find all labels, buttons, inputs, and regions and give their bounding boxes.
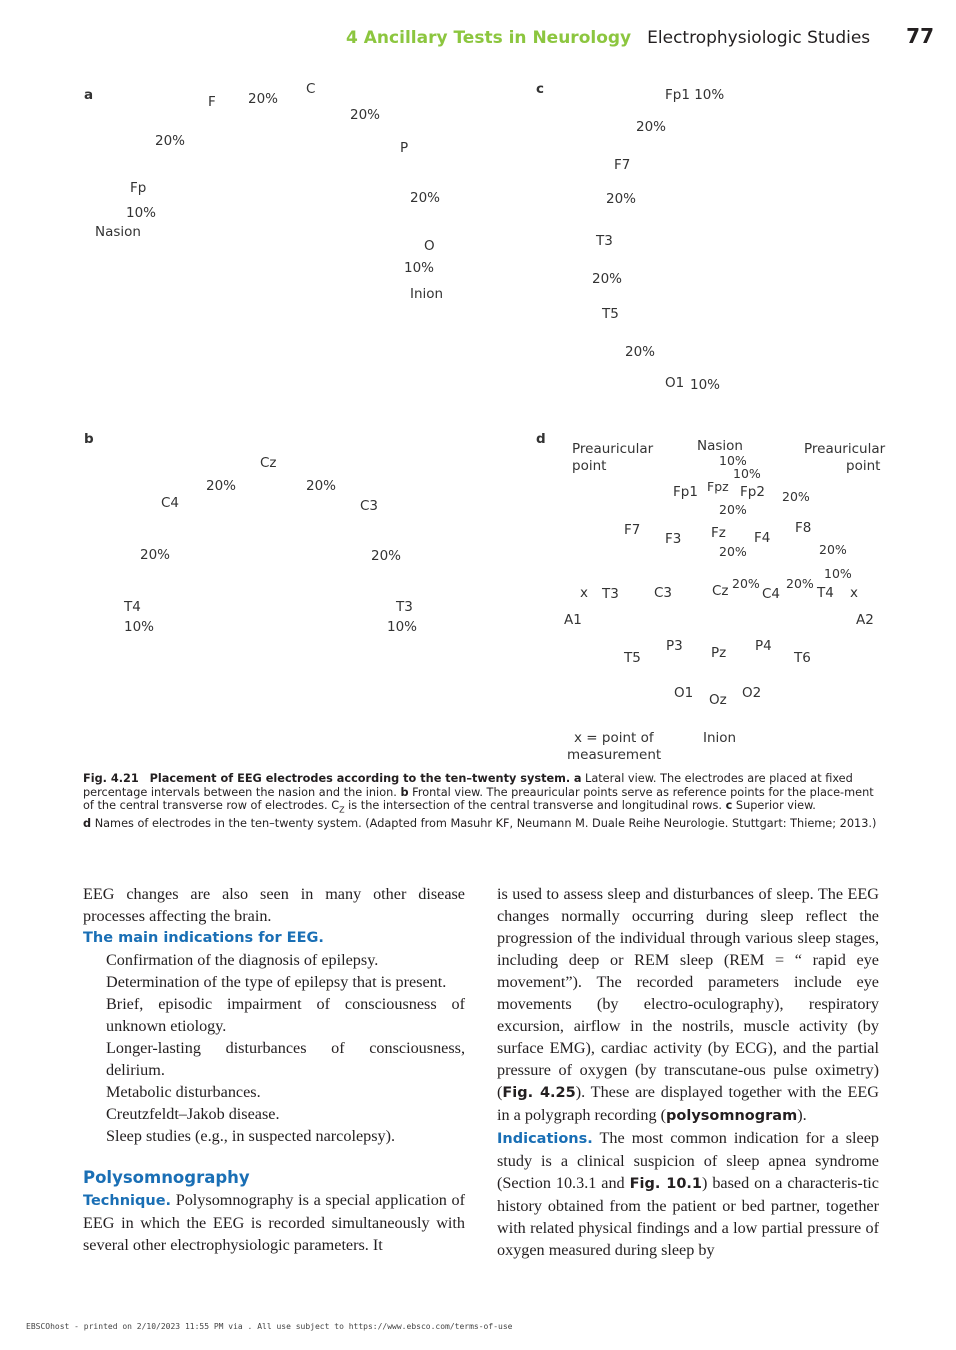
interval-label: 20% [350,107,381,123]
interval-label: 20% [719,544,747,559]
interval-label: 20% [606,191,637,207]
figure-panel-a [0,0,956,420]
electrode-label: Pz [711,645,727,661]
figure-caption [83,772,883,831]
landmark-label: Nasion [95,224,141,240]
electrode-label: C4 [161,495,180,511]
indication-item: Longer-lasting disturbances of consciousness, delirium. [106,1039,465,1079]
electrode-label: T4 [124,599,141,615]
panel-letter-c: c [536,81,545,97]
figure-reference: Fig. 4.25 [502,1085,576,1101]
electrode-label: O1 [665,375,685,391]
left-column [83,883,465,1256]
interval-label: 10% [824,566,852,581]
paragraph-text: is used to assess sleep and disturbances of sleep. The EEG changes normally occurring during sleep reflect the progression of the individual through various sleep stages, including deep or REM sleep (REM = “ rapid eye movement”). The recorded parameters include eye movements (by electro-oculography), respiratory excursion, airflow in the nostrils, muscle activity (by surface EMG), cardiac activity (by ECG), and the partial pressure of oxygen (by transcutane-ous pulse oximetry) ( [497,885,879,1101]
technique-paragraph [83,1189,465,1256]
polysomnography-paragraph [497,883,879,1127]
interval-label: 20% [155,133,186,149]
interval-label: 10% [126,205,157,221]
intro-paragraph: EEG changes are also seen in many other disease processes affecting the brain. [83,885,465,925]
electrode-label: Fp [130,180,147,196]
electrode-label: P3 [666,638,683,654]
electrode-label: O [424,238,435,254]
legend-label: measurement [567,747,662,763]
caption-subscript: Z [339,805,345,815]
interval-label: 10% [690,377,721,393]
right-column [497,883,879,1261]
electrode-label: P4 [755,638,772,654]
electrode-label: Fpz [707,479,729,494]
caption-title: Placement of EEG electrodes according to the ten–twenty system. [149,772,571,785]
paragraph-text: ). These are displayed together with the EEG in a polygraph recording ( [497,1083,879,1124]
electrode-label: T3 [596,233,613,249]
section-heading: Polysomnography [83,1168,250,1187]
electrode-label: F3 [665,531,682,547]
interval-label: 10% [387,619,418,635]
caption-letter-a: a [573,772,582,785]
interval-label: 20% [410,190,441,206]
caption-letter-d: d [83,817,92,831]
interval-label: 20% [636,119,667,135]
electrode-label: Oz [709,692,727,708]
landmark-label: Inion [703,730,737,746]
interval-label: 20% [248,91,279,107]
electrode-label: Fz [711,525,726,541]
indications-label: Indications. [497,1131,593,1147]
legend-label: x = point of [574,730,654,746]
interval-label: 20% [206,478,237,494]
caption-letter-b: b [400,785,409,799]
landmark-label: point [572,458,607,474]
panel-letter-b: b [84,431,94,447]
interval-label: 10% [404,260,435,276]
indication-item: Determination of the type of epilepsy that is present. [106,973,447,991]
electrode-label: Fp1 10% [665,87,725,103]
interval-label: 20% [625,344,656,360]
electrode-label: A2 [856,612,874,628]
interval-label: 20% [371,548,402,564]
page-number: 77 [906,24,934,48]
landmark-label: Inion [410,286,444,302]
electrode-label: Cz [712,583,729,599]
electrode-label: F [208,94,216,110]
electrode-label: T3 [396,599,413,615]
interval-label: 20% [592,271,623,287]
interval-label: 20% [782,489,810,504]
interval-label: 20% [719,502,747,517]
electrode-label: C4 [762,586,781,602]
panel-letter-d: d [536,431,546,447]
electrode-label: T6 [794,650,811,666]
measurement-point-marker: x [850,585,858,601]
indications-paragraph [497,1127,879,1261]
interval-label: 10% [719,453,747,468]
interval-label: 20% [786,576,814,591]
paragraph-text: The most common indication for a sleep study is a clinical suspicion of sleep apnea syndrome (Section 10.3.1 and [497,1129,879,1192]
technique-text: Polysomnography is a special application of EEG in which the EEG is recorded simultaneously with several other electrophysiologic parameters. It [83,1191,466,1254]
electrode-label: A1 [564,612,582,628]
section-title: Electrophysiologic Studies [647,28,871,48]
landmark-label: point [846,458,881,474]
bold-term: polysomnogram [666,1108,798,1124]
electrode-label: F7 [614,157,631,173]
measurement-point-marker: x [580,585,588,601]
electrode-label: F7 [624,522,641,538]
landmark-label: Preauricular [804,441,886,457]
paragraph-text: ) based on a characteris-tic history obtained from the patient or bed partner, together with related physical findings and a low partial pressure of oxygen measured during sleep by [497,1174,879,1259]
technique-label: Technique. [83,1193,172,1209]
electrode-label: Cz [260,455,277,471]
electrode-label: T3 [602,586,619,602]
electrode-label: P [400,140,409,156]
electrode-label: T5 [624,650,641,666]
interval-label: 20% [140,547,171,563]
indication-item: Creutzfeldt–Jakob disease. [106,1105,280,1123]
electrode-label: Fp2 [740,484,765,500]
electrode-label: F4 [754,530,771,546]
electrode-label: C3 [360,498,379,514]
caption-letter-c: c [725,799,733,813]
interval-label: 20% [732,576,760,591]
indication-item: Metabolic disturbances. [106,1083,261,1101]
caption-text-c: Superior view. [735,799,816,813]
figure-reference: Fig. 10.1 [629,1176,703,1192]
indications-heading: The main indications for EEG. [83,930,324,946]
caption-text-b: Frontal view. The preauricular points serve as reference points for the place-ment of the central transverse row of electrodes. C [83,785,874,813]
electrode-label: C3 [654,585,673,601]
indication-item: Brief, episodic impairment of consciousness of unknown etiology. [106,995,465,1035]
interval-label: 10% [733,466,761,481]
electrode-label: F8 [795,520,812,536]
electrode-label: T4 [817,585,834,601]
caption-text-d: Names of electrodes in the ten–twenty system. (Adapted from Masuhr KF, Neumann M. Duale Reihe Neurologie. Stuttgart: Thieme; 2013.) [94,817,877,831]
landmark-label: Nasion [697,438,743,454]
indication-item: Confirmation of the diagnosis of epilepsy. [106,951,379,969]
electrode-label: C [306,81,316,97]
electrode-label: O1 [674,685,694,701]
indication-item: Sleep studies (e.g., in suspected narcolepsy). [106,1127,396,1145]
landmark-label: Preauricular [572,441,654,457]
electrode-label: O2 [742,685,762,701]
electrode-label: T5 [602,306,619,322]
paragraph-text: ). [797,1106,807,1124]
print-footer: EBSCOhost - printed on 2/10/2023 11:55 PM via . All use subject to https://www.ebsco.com/terms-of-use [26,1322,513,1331]
caption-label: Fig. 4.21 [83,772,139,785]
interval-label: 20% [306,478,337,494]
interval-label: 10% [124,619,155,635]
caption-text-b-2: is the intersection of the central transverse and longitudinal rows. [348,799,723,813]
electrode-label: Fp1 [673,484,698,500]
chapter-title: 4 Ancillary Tests in Neurology [346,28,632,48]
interval-label: 20% [819,542,847,557]
panel-letter-a: a [84,87,94,103]
caption-text-a: Lateral view. The electrodes are placed at fixed percentage intervals between the nasion and the inion. [83,772,853,799]
